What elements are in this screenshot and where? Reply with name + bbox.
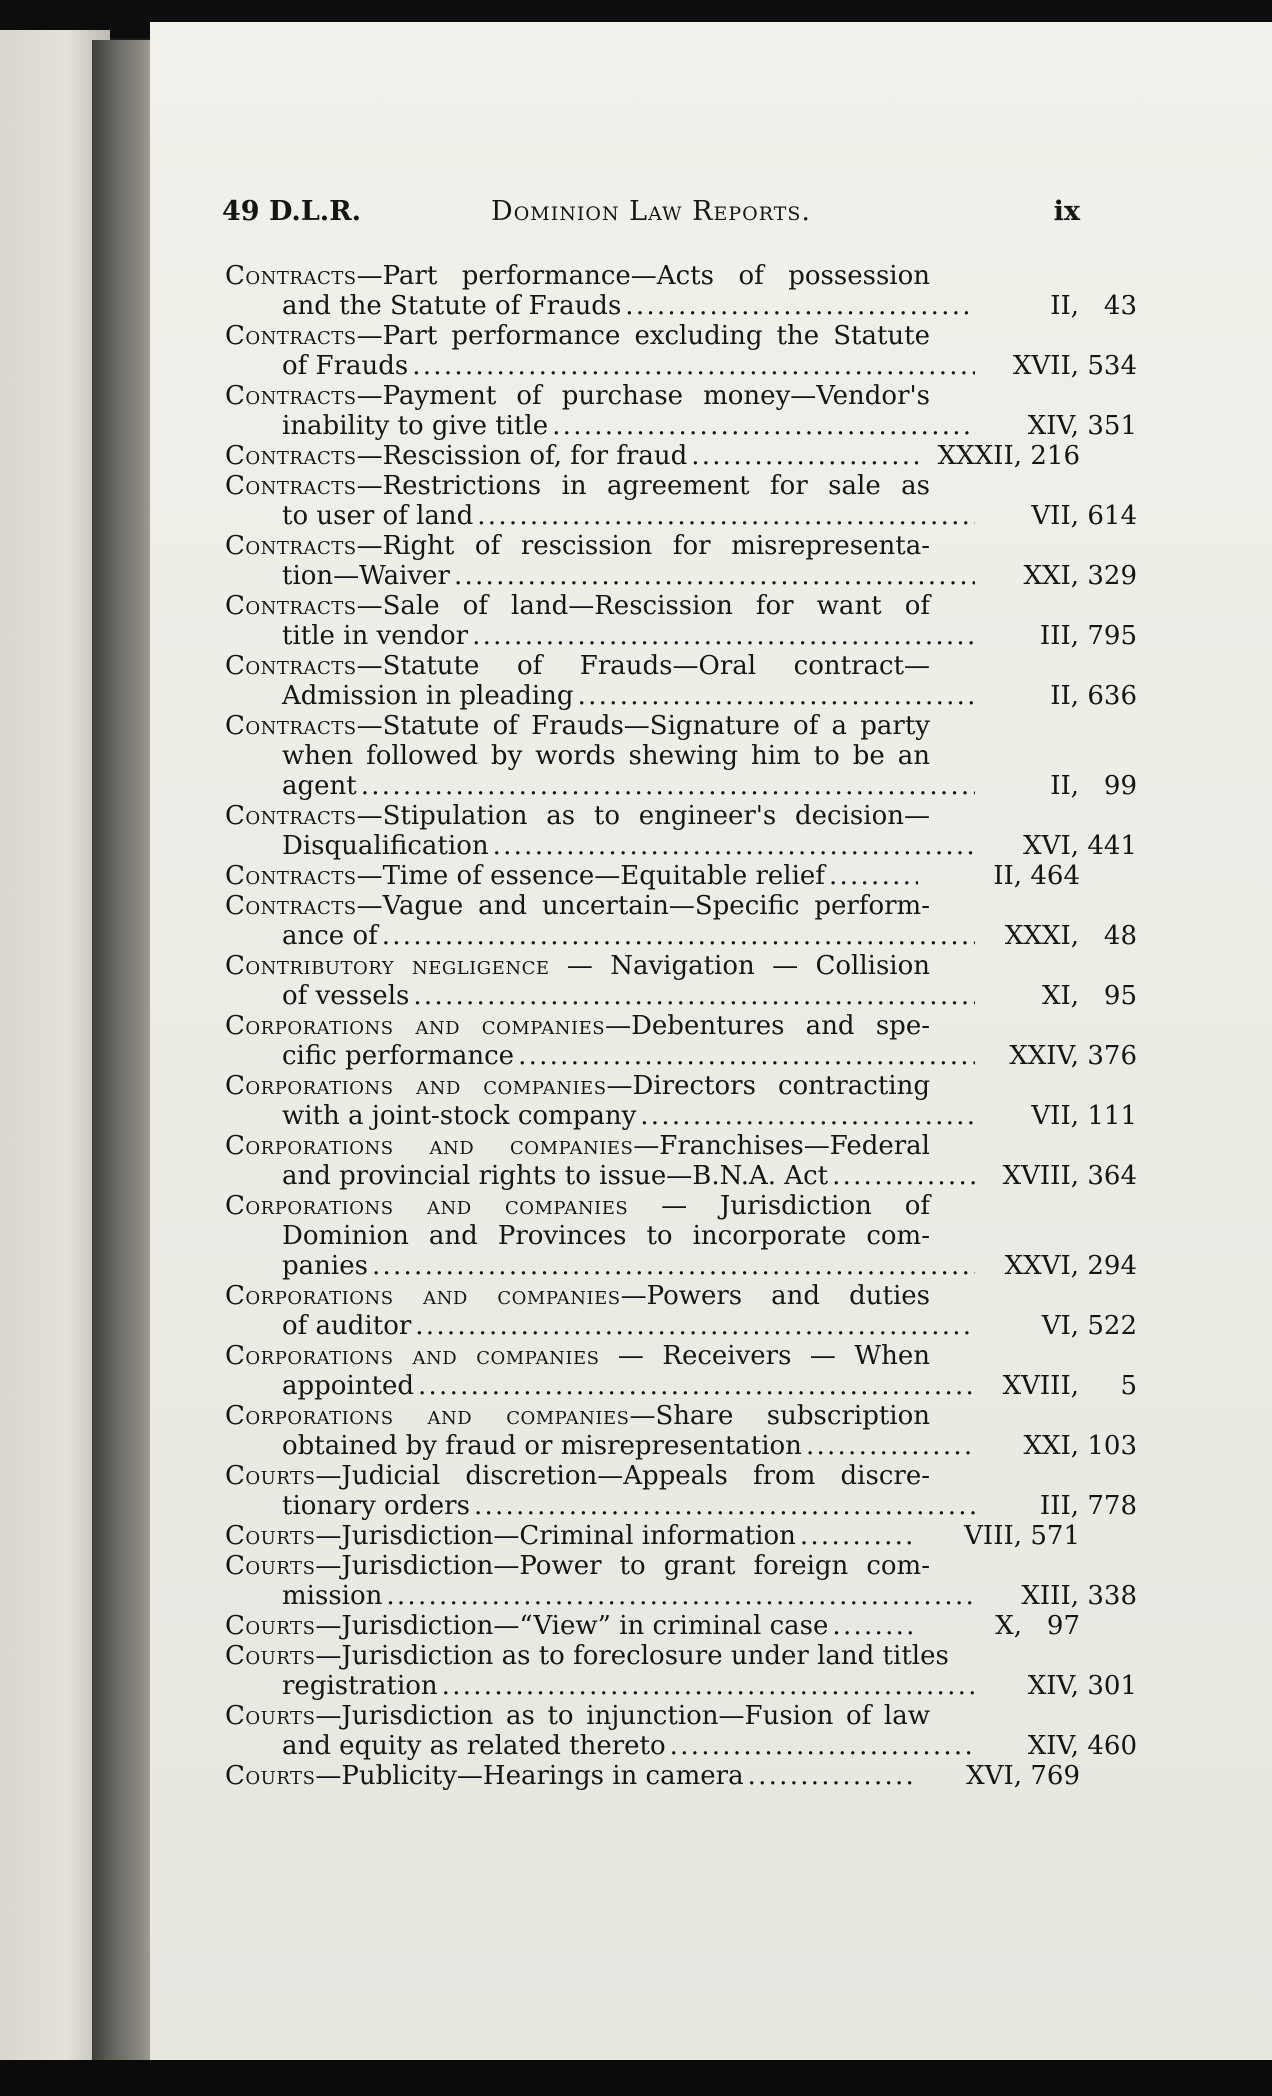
index-entry [225,801,1137,861]
dot-leader [625,291,975,321]
page-reference: 441 [1087,831,1137,861]
index-entry [225,861,1080,891]
index-entry [225,1611,1080,1641]
entry-reference-line [225,411,1137,441]
dot-leader [477,501,975,531]
dot-leader [493,831,975,861]
page-number: ix [1053,196,1080,227]
entry-line: Dominion and Provinces to incorporate com- [282,1221,930,1251]
page-reference: 460 [1087,1731,1137,1761]
scan-border-bottom [0,2060,1272,2096]
index-entry [225,1071,1137,1131]
entry-line: Contributory negligence — Navigation — Collision [225,951,931,981]
volume-numeral: XIII, [1021,1581,1079,1611]
page-reference: 636 [1087,681,1137,711]
volume-numeral: XIV, [1027,411,1079,441]
entry-reference-line [225,681,1137,711]
entry-line: Corporations and companies—Share subscription [225,1401,930,1431]
index-entry [225,1641,1137,1701]
dot-leader [832,1611,918,1641]
page-reference: 376 [1087,1041,1137,1071]
volume-numeral: XIV, [1027,1671,1079,1701]
volume-numeral: XXIV, [1009,1041,1079,1071]
entry-reference-line [225,1581,1137,1611]
index-entry [225,651,1137,711]
dot-leader [640,1101,975,1131]
index-entry [225,1401,1137,1461]
page-reference: 301 [1087,1671,1137,1701]
entry-line: Contracts—Statute of Frauds—Signature of a party [225,711,930,741]
entry-text: to user of land [282,501,474,531]
entry-text: Courts—Jurisdiction—“View” in criminal case [225,1611,829,1641]
entry-reference-line [225,831,1137,861]
index-entry [225,891,1137,951]
entry-reference-line [225,1611,1080,1641]
entry-text: inability to give title [282,411,549,441]
entry-reference-line [225,1251,1137,1281]
volume-numeral: XI, [1041,981,1079,1011]
entry-reference-line [225,921,1137,951]
entry-line: Contracts—Part performance excluding the Statute [225,321,930,351]
index-entry [225,1131,1137,1191]
entry-reference-line [225,291,1137,321]
page-reference: 778 [1087,1491,1137,1521]
volume-numeral: XXXI, [1004,921,1079,951]
page-reference: 795 [1087,621,1137,651]
dot-leader [474,1491,975,1521]
running-head [222,195,1080,229]
entry-text: ance of [282,921,378,951]
entry-text: and the Statute of Frauds [282,291,622,321]
volume-numeral: II, [993,861,1022,891]
index-entry [225,591,1137,651]
entry-reference-line [225,1161,1137,1191]
entry-reference-line [225,561,1137,591]
page-reference: 464 [1030,861,1080,891]
entry-line: Contracts—Statute of Frauds—Oral contract— [225,651,930,681]
dot-leader [578,681,975,711]
entry-text: of vessels [282,981,410,1011]
volume-numeral: XVIII, [1002,1161,1079,1191]
entry-line: Courts—Judicial discretion—Appeals from discre- [225,1461,930,1491]
index-entry [225,1281,1137,1341]
entry-line: Contracts—Part performance—Acts of possession [225,261,930,291]
page-reference: 534 [1087,351,1137,381]
page-reference: 99 [1103,771,1137,801]
dot-leader [552,411,975,441]
page-reference: 338 [1087,1581,1137,1611]
index-entry [225,1521,1080,1551]
entry-reference-line [225,1671,1137,1701]
entry-line: Courts—Jurisdiction as to foreclosure under land titles [225,1641,949,1671]
entry-reference-line [225,771,1137,801]
dot-leader [670,1731,975,1761]
index-entry [225,321,1137,381]
entry-line: Corporations and companies—Powers and duties [225,1281,930,1311]
entry-text: Contracts—Rescission of, for fraud [225,441,688,471]
entry-text: and provincial rights to issue—B.N.A. Act [282,1161,829,1191]
entry-text: of auditor [282,1311,412,1341]
page-reference: 769 [1030,1761,1080,1791]
volume-numeral: VI, [1041,1311,1079,1341]
entry-text: tion—Waiver [282,561,450,591]
page-reference: 351 [1087,411,1137,441]
entry-text: mission [282,1581,383,1611]
entry-text: Admission in pleading [282,681,574,711]
dot-leader [413,981,975,1011]
entry-line: Contracts—Restrictions in agreement for sale as [225,471,930,501]
page-reference: 571 [1030,1521,1080,1551]
index-entry [225,951,1137,1011]
volume-numeral: XXI, [1023,1431,1079,1461]
volume-numeral: VII, [1031,1101,1079,1131]
dot-leader [829,861,918,891]
volume-numeral: XVI, [1023,831,1079,861]
entry-reference-line [225,501,1137,531]
volume-numeral: II, [1050,681,1079,711]
index-entry [225,1461,1137,1521]
page-reference: 364 [1087,1161,1137,1191]
entry-text: and equity as related thereto [282,1731,666,1761]
dot-leader [442,1671,975,1701]
page-reference: 97 [1046,1611,1080,1641]
index-entry [225,261,1137,321]
entry-reference-line [225,1311,1137,1341]
index-entry [225,1761,1080,1791]
volume-numeral: XVII, [1012,351,1079,381]
dot-leader [748,1761,918,1791]
volume-numeral: XXVI, [1004,1251,1079,1281]
entry-text: agent [282,771,357,801]
dot-leader [372,1251,975,1281]
entry-line: Courts—Jurisdiction as to injunction—Fusion of law [225,1701,930,1731]
entry-reference-line [225,981,1137,1011]
index-entries [225,261,1137,1791]
dot-leader [361,771,975,801]
index-entry [225,1341,1137,1401]
dot-leader [418,1371,975,1401]
index-entry [225,471,1137,531]
entry-reference-line [225,1101,1137,1131]
dot-leader [691,441,918,471]
page-reference: 614 [1087,501,1137,531]
entry-line: Contracts—Sale of land—Rescission for want of [225,591,930,621]
index-entry [225,531,1137,591]
entry-line: Corporations and companies—Directors contracting [225,1071,930,1101]
dot-leader [472,621,975,651]
entry-reference-line [225,1731,1137,1761]
entry-line: Contracts—Vague and uncertain—Specific perform- [225,891,930,921]
volume-numeral: II, [1050,291,1079,321]
entry-reference-line [225,1431,1137,1461]
volume-numeral: XVIII, [1002,1371,1079,1401]
page-reference: 48 [1103,921,1137,951]
page-reference: 216 [1030,441,1080,471]
page-reference: 95 [1103,981,1137,1011]
page-title: Dominion Law Reports. [491,196,811,227]
volume-numeral: III, [1039,1491,1079,1521]
volume-numeral: VIII, [964,1521,1022,1551]
volume-numeral: XXI, [1023,561,1079,591]
entry-line: Corporations and companies—Franchises—Federal [225,1131,930,1161]
entry-line: Corporations and companies — Jurisdiction of [225,1191,930,1221]
dot-leader [800,1521,918,1551]
page-reference: 43 [1103,291,1137,321]
dot-leader [382,921,975,951]
volume-numeral: II, [1050,771,1079,801]
entry-text: title in vendor [282,621,469,651]
entry-reference-line [225,1491,1137,1521]
entry-reference-line [225,1371,1137,1401]
page-reference: 522 [1087,1311,1137,1341]
volume-numeral: XVI, [966,1761,1022,1791]
entry-text: appointed [282,1371,414,1401]
entry-line: Contracts—Stipulation as to engineer's decision— [225,801,930,831]
entry-line: Courts—Jurisdiction—Power to grant foreign com- [225,1551,930,1581]
index-entry [225,1551,1137,1611]
volume-label: 49 D.L.R. [222,196,362,227]
entry-text: obtained by fraud or misrepresentation [282,1431,802,1461]
page-reference: 294 [1087,1251,1137,1281]
dot-leader [386,1581,975,1611]
entry-text: panies [282,1251,368,1281]
entry-reference-line [225,1761,1080,1791]
volume-numeral: X, [995,1611,1022,1641]
entry-line: Corporations and companies—Debentures and spe- [225,1011,930,1041]
page-reference: 103 [1087,1431,1137,1461]
entry-text: cific performance [282,1041,515,1071]
entry-reference-line [225,1041,1137,1071]
entry-line: Contracts—Right of rescission for misrepresenta- [225,531,930,561]
page-reference: 5 [1120,1371,1137,1401]
entry-text: with a joint-stock company [282,1101,637,1131]
entry-text: registration [282,1671,438,1701]
index-entry [225,1191,1137,1281]
entry-text: Courts—Jurisdiction—Criminal information [225,1521,796,1551]
entry-text: Contracts—Time of essence—Equitable relief [225,861,825,891]
entry-text: Disqualification [282,831,489,861]
entry-reference-line [225,351,1137,381]
entry-reference-line [225,621,1137,651]
index-entry [225,381,1137,441]
volume-numeral: XXXII, [937,441,1022,471]
entry-text: Courts—Publicity—Hearings in camera [225,1761,744,1791]
index-entry [225,711,1137,801]
dot-leader [412,351,975,381]
entry-reference-line [225,1521,1080,1551]
dot-leader [832,1161,975,1191]
entry-line: when followed by words shewing him to be an [282,741,930,771]
index-entry [225,1011,1137,1071]
volume-numeral: XIV, [1027,1731,1079,1761]
index-entry [225,441,1080,471]
dot-leader [518,1041,975,1071]
entry-reference-line [225,861,1080,891]
dot-leader [454,561,975,591]
index-entry [225,1701,1137,1761]
entry-text: of Frauds [282,351,409,381]
entry-text: tionary orders [282,1491,470,1521]
volume-numeral: III, [1039,621,1079,651]
dot-leader [415,1311,975,1341]
dot-leader [806,1431,975,1461]
page-reference: 329 [1087,561,1137,591]
entry-reference-line [225,441,1080,471]
entry-line: Corporations and companies — Receivers — When [225,1341,930,1371]
page-reference: 111 [1087,1101,1137,1131]
volume-numeral: VII, [1031,501,1079,531]
entry-line: Contracts—Payment of purchase money—Vendor's [225,381,930,411]
